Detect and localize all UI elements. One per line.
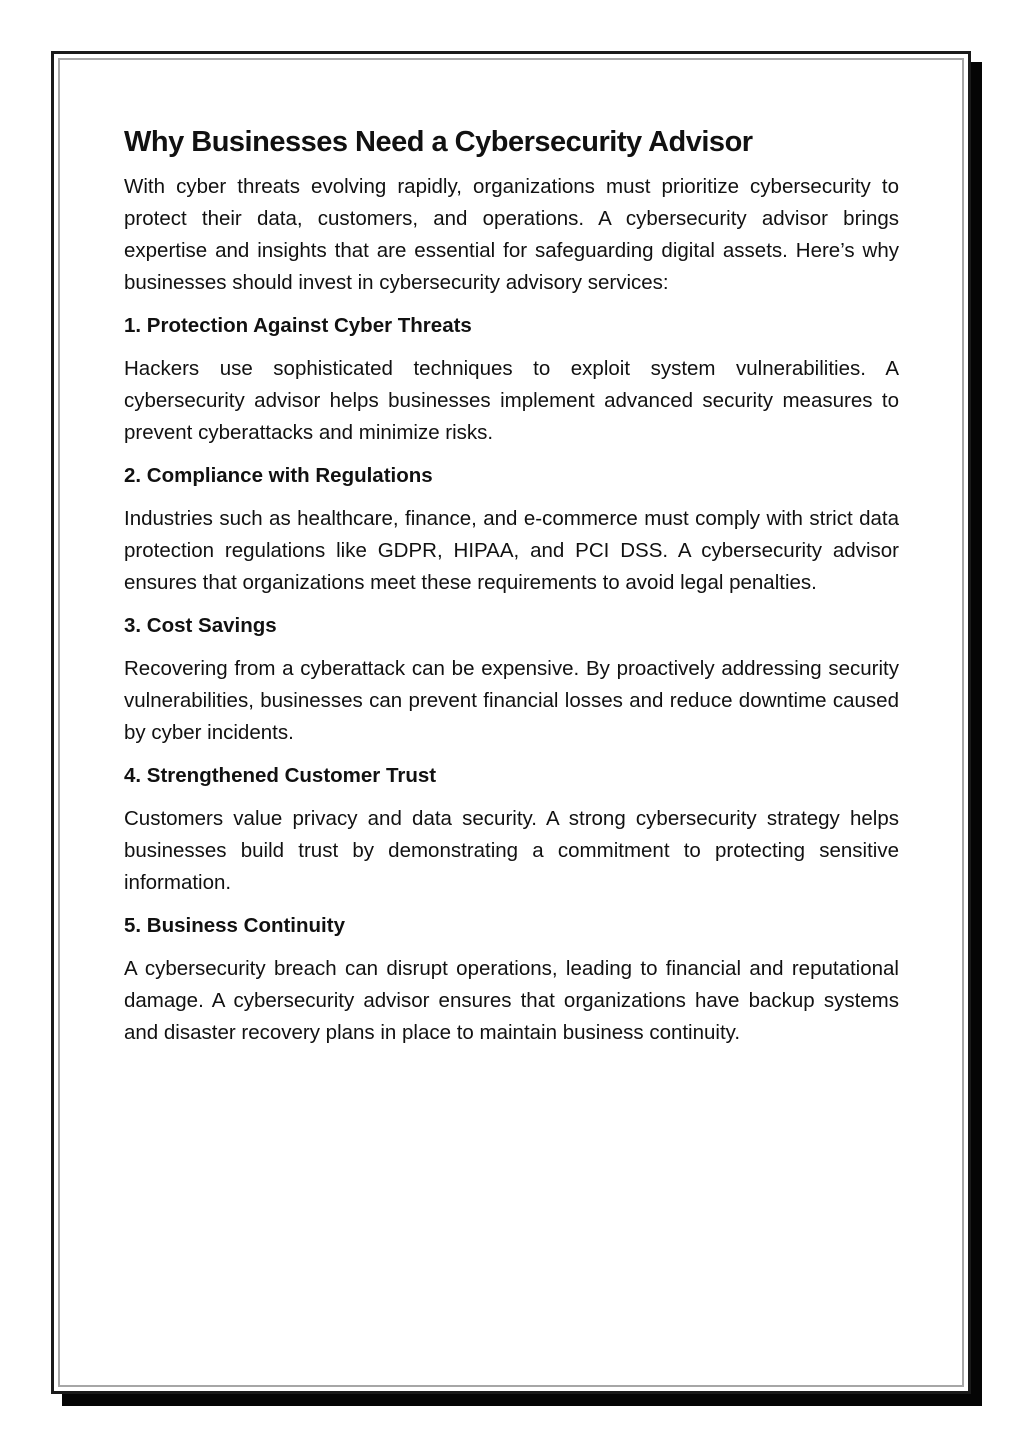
section-heading: 4. Strengthened Customer Trust bbox=[124, 763, 437, 787]
section-body: Hackers use sophisticated techniques to exploit system vulnerabilities. A cybersecurity advisor helps businesses implement advanced security measures to prevent cyberattacks and minimize risks. bbox=[124, 356, 899, 444]
section-protection bbox=[124, 310, 899, 449]
section-customer-trust bbox=[124, 760, 899, 899]
section-heading: 5. Business Continuity bbox=[124, 913, 345, 937]
section-body: Recovering from a cyberattack can be expensive. By proactively addressing security vulnerabilities, businesses can prevent financial losses and reduce downtime caused by cyber incidents. bbox=[124, 656, 899, 744]
section-heading: 3. Cost Savings bbox=[124, 613, 277, 637]
section-business-continuity bbox=[124, 910, 899, 1049]
section-compliance bbox=[124, 460, 899, 599]
section-cost-savings bbox=[124, 610, 899, 749]
document-title: Why Businesses Need a Cybersecurity Advisor bbox=[124, 126, 753, 158]
document-content bbox=[124, 122, 899, 1049]
section-body: A cybersecurity breach can disrupt operations, leading to financial and reputational damage. A cybersecurity advisor ensures that organizations have backup systems and disaster recovery plans in place to maintain business continuity. bbox=[124, 956, 899, 1044]
section-body: Customers value privacy and data security. A strong cybersecurity strategy helps businesses build trust by demonstrating a commitment to protecting sensitive information. bbox=[124, 806, 899, 894]
intro-paragraph: With cyber threats evolving rapidly, organizations must prioritize cybersecurity to protect their data, customers, and operations. A cybersecurity advisor brings expertise and insights that are essential for safeguarding digital assets. Here’s why businesses should invest in cybersecurity advisory services: bbox=[124, 174, 899, 294]
section-heading: 2. Compliance with Regulations bbox=[124, 463, 433, 487]
section-heading: 1. Protection Against Cyber Threats bbox=[124, 313, 472, 337]
section-body: Industries such as healthcare, finance, and e-commerce must comply with strict data protection regulations like GDPR, HIPAA, and PCI DSS. A cybersecurity advisor ensures that organizations meet these requirements to avoid legal penalties. bbox=[124, 506, 899, 594]
